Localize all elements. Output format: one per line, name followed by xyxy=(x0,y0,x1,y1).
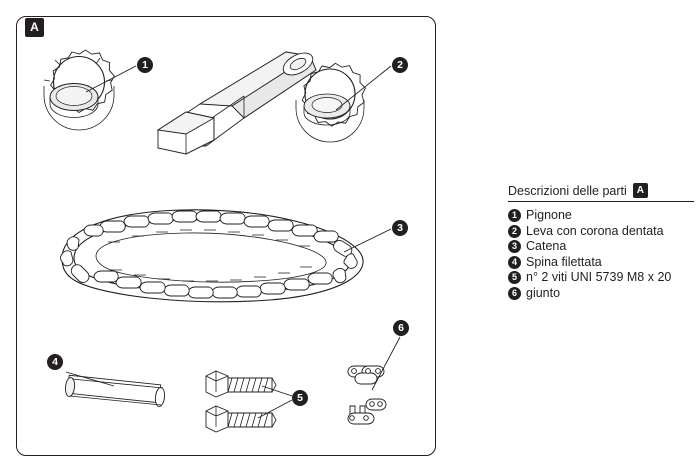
legend-item-6 xyxy=(508,286,694,301)
parts-diagram-panel xyxy=(16,16,436,456)
callout-bullet-3[interactable]: 3 xyxy=(392,220,408,236)
legend-label-4: Spina filettata xyxy=(526,254,602,269)
legend-bullet-5: 5 xyxy=(508,271,521,284)
legend-bullet-3: 3 xyxy=(508,240,521,253)
legend-bullet-4: 4 xyxy=(508,256,521,269)
legend-bullet-6: 6 xyxy=(508,287,521,300)
legend-bullet-2: 2 xyxy=(508,225,521,238)
legend-list xyxy=(508,208,694,301)
panel-tag-letter: A xyxy=(25,18,44,37)
legend-label-3: Catena xyxy=(526,239,567,253)
legend-label-2: Leva con corona dentata xyxy=(526,223,664,238)
legend-item-5 xyxy=(508,270,694,285)
callout-bullet-4[interactable]: 4 xyxy=(47,354,63,370)
callout-bullet-2[interactable]: 2 xyxy=(392,57,408,73)
legend-tag-letter: A xyxy=(633,183,648,198)
callout-bullet-6[interactable]: 6 xyxy=(393,320,409,336)
legend-label-1: Pignone xyxy=(526,208,572,222)
callout-bullet-5[interactable]: 5 xyxy=(292,390,308,406)
legend-item-1 xyxy=(508,208,694,223)
legend-label-5: n° 2 viti UNI 5739 M8 x 20 xyxy=(526,270,672,284)
parts-legend xyxy=(508,183,694,301)
legend-bullet-1: 1 xyxy=(508,209,521,222)
legend-header xyxy=(508,183,694,202)
legend-item-4 xyxy=(508,255,694,270)
legend-item-3 xyxy=(508,239,694,254)
legend-label-6: giunto xyxy=(526,285,561,300)
legend-title: Descrizioni delle parti xyxy=(508,183,627,198)
callout-bullet-1[interactable]: 1 xyxy=(137,57,153,73)
legend-item-2 xyxy=(508,224,694,239)
